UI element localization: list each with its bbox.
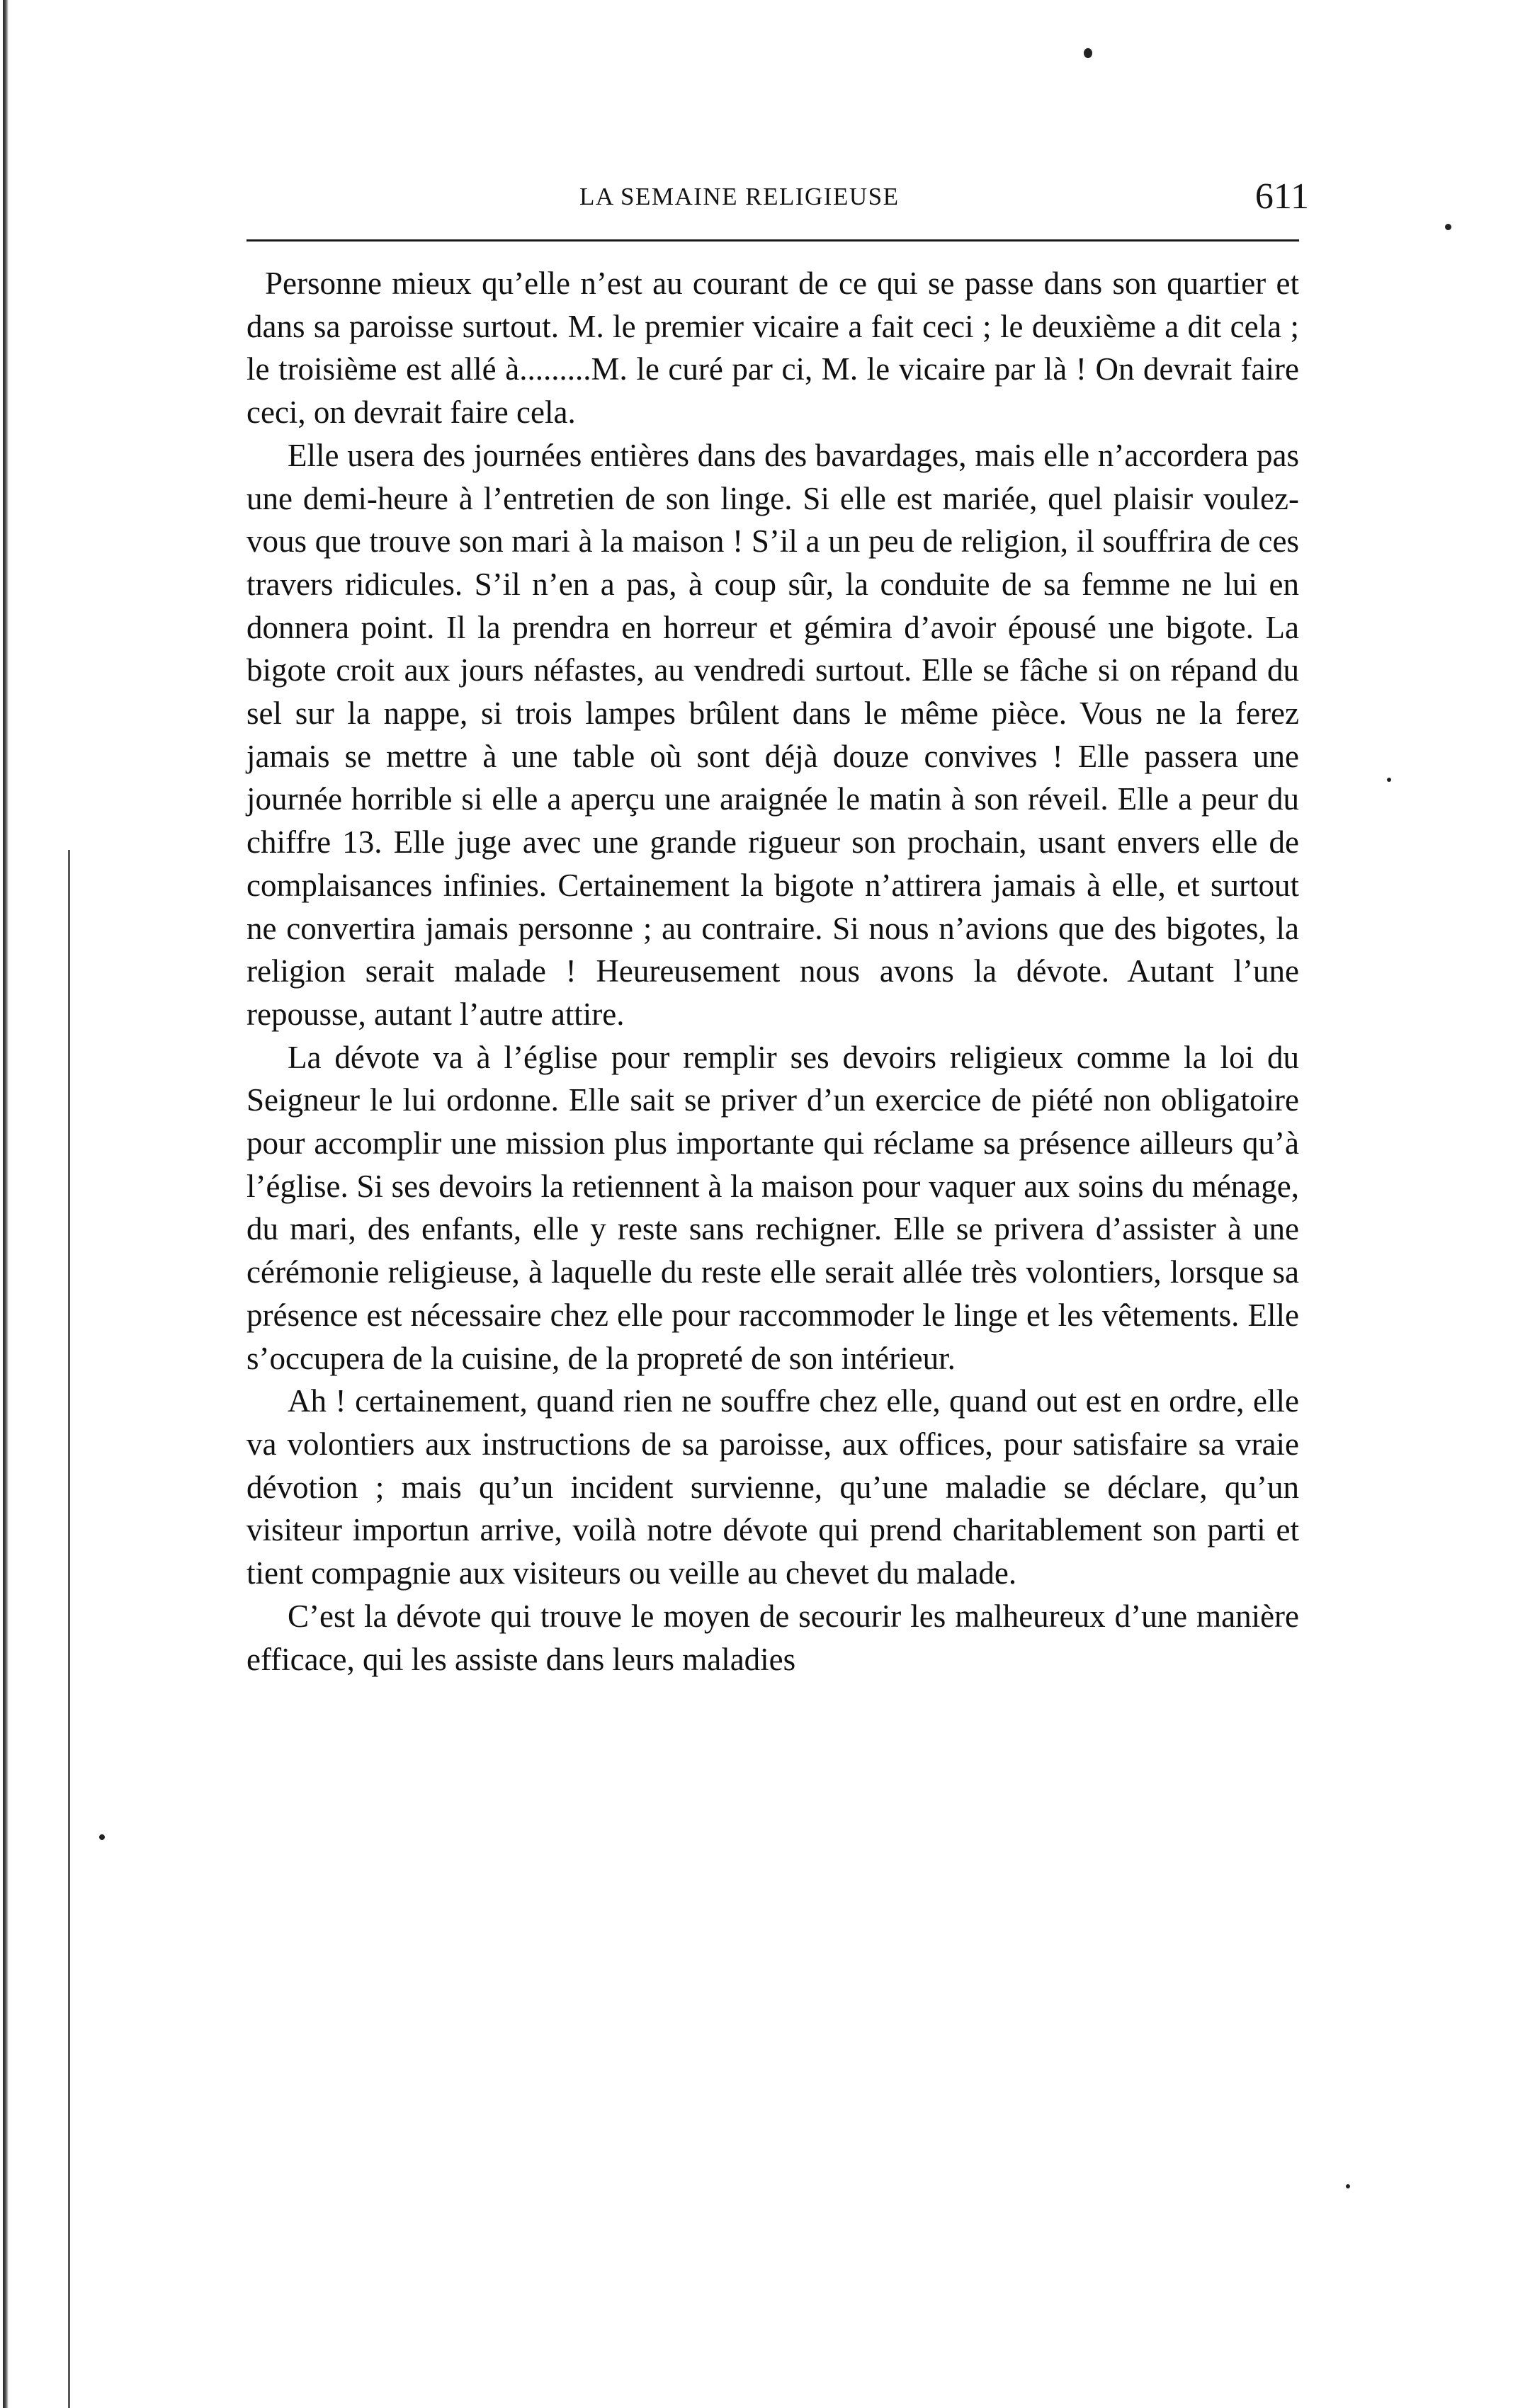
paragraph-4: Ah ! certainement, quand rien ne souffre chez elle, quand out est en ordre, elle va volontiers aux instructions de sa paroisse, aux offices, pour satisfaire sa vraie dévotion ; mais qu’un incident survienne, qu’une maladie se déclare, qu’un visiteur importun arrive, voilà notre dévote qui prend charitablement son parti et tient compagnie aux visiteurs ou veille au chevet du malade. — [246, 1383, 1299, 1591]
scan-speck — [1445, 224, 1451, 230]
scan-speck — [1346, 2184, 1350, 2188]
header-rule — [246, 239, 1299, 242]
paragraph-1: Personne mieux qu’elle n’est au courant de ce qui se passe dans son quartier et dans sa paroisse surtout. M. le premier vicaire a fait ceci ; le deuxième a dit cela ; le troisième est allé à.........M. le curé par ci, M. le vicaire par là ! On devrait faire ceci, on devrait faire cela. — [246, 266, 1299, 431]
running-title: LA SEMAINE RELIGIEUSE — [579, 183, 900, 210]
page-gutter-line — [68, 850, 70, 2408]
scan-speck — [99, 1834, 105, 1840]
page-number: 611 — [1254, 176, 1309, 217]
paragraph-2: Elle usera des journées entières dans des bavardages, mais elle n’accordera pas une demi-heure à l’entretien de son linge. Si elle est mariée, quel plaisir voulez-vous que trouve son mari à la maison ! S’il a un peu de religion, il souffrira de ces travers ridicules. S’il n’en a pas, à coup sûr, la conduite de sa femme ne lui en donnera point. Il la prendra en horreur et gémira d’avoir épousé une bigote. La bigote croit aux jours néfastes, au vendredi surtout. Elle se fâche si on répand du sel sur la nappe, si trois lampes brûlent dans le même pièce. Vous ne la ferez jamais se mettre à une table où sont déjà douze convives ! Elle passera une journée horrible si elle a aperçu une araignée le matin à son réveil. Elle a peur du chiffre 13. Elle juge avec une grande rigueur son prochain, usant envers elle de complaisances infinies. Certainement la bigote n’attirera jamais à elle, et surtout ne convertira jamais personne ; au contraire. Si nous n’avions que des bigotes, la religion serait malade ! Heureusement nous avons la dévote. Autant l’une repousse, autant l’autre attire. — [246, 437, 1299, 1032]
scan-speck — [1387, 778, 1391, 782]
paragraph-5: C’est la dévote qui trouve le moyen de secourir les malheureux d’une manière efficace, qui les assiste dans leurs maladies — [246, 1598, 1299, 1677]
page-header — [246, 176, 1309, 225]
body-text — [246, 262, 1299, 1681]
page-binding-edge — [3, 0, 8, 2408]
paragraph-3: La dévote va à l’église pour remplir ses devoirs religieux comme la loi du Seigneur le lui ordonne. Elle sait se priver d’un exercice de piété non obligatoire pour accomplir une mission plus importante qui réclame sa présence ailleurs qu’à l’église. Si ses devoirs la retiennent à la maison pour vaquer aux soins du ménage, du mari, des enfants, elle y reste sans rechigner. Elle se privera d’assister à une cérémonie religieuse, à laquelle du reste elle serait allée très volontiers, lorsque sa présence est nécessaire chez elle pour raccommoder le linge et les vêtements. Elle s’occupera de la cuisine, de la propreté de son intérieur. — [246, 1039, 1299, 1376]
scan-speck — [1084, 48, 1092, 58]
